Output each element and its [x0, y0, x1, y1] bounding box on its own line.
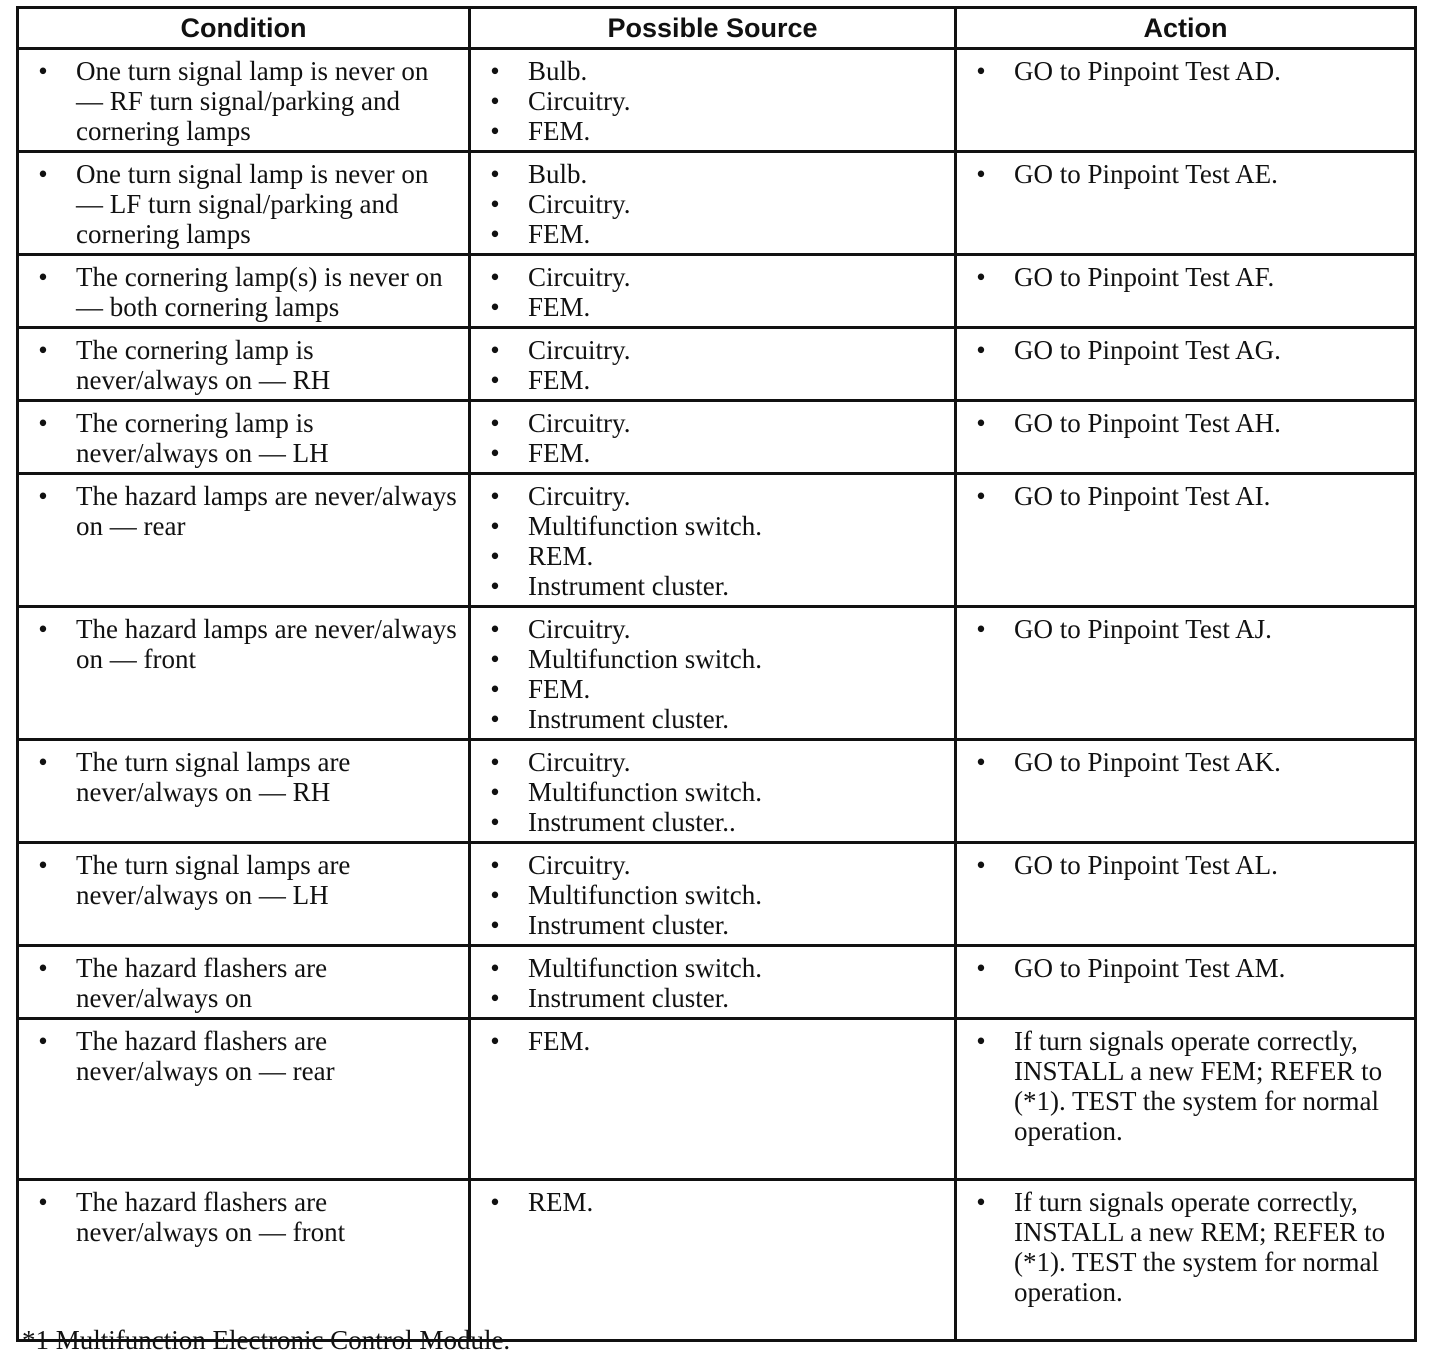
source-cell: [470, 1019, 956, 1180]
source-list-item: [471, 56, 946, 86]
source-list-item: [471, 219, 946, 249]
source-list-item: [471, 850, 946, 880]
source-list: [471, 256, 954, 326]
bullet-icon: •: [490, 438, 500, 468]
source-list-item: [471, 571, 946, 601]
condition-text: The cornering lamp is never/always on — LH: [76, 408, 329, 468]
source-cell: [470, 49, 956, 152]
action-list: [957, 1181, 1414, 1311]
action-list: [957, 402, 1414, 442]
source-list-item: [471, 511, 946, 541]
bullet-icon: •: [490, 674, 500, 704]
table-body: [18, 49, 1416, 1341]
source-text: Multifunction switch.: [528, 511, 762, 541]
bullet-icon: •: [38, 1187, 48, 1217]
table-row: [18, 843, 1416, 946]
condition-text: The hazard lamps are never/always on — front: [76, 614, 457, 674]
action-list-item: [957, 56, 1406, 86]
bullet-icon: •: [976, 408, 986, 438]
source-list-item: [471, 983, 946, 1013]
bullet-icon: •: [38, 747, 48, 777]
action-list: [957, 50, 1414, 90]
action-cell: [956, 1180, 1416, 1341]
source-list-item: [471, 747, 946, 777]
source-list: [471, 1181, 954, 1221]
action-list-item: [957, 1026, 1406, 1146]
source-list: [471, 947, 954, 1017]
condition-list-item: [19, 159, 460, 249]
source-list: [471, 153, 954, 253]
source-text: Multifunction switch.: [528, 644, 762, 674]
source-text: Multifunction switch.: [528, 953, 762, 983]
action-cell: [956, 607, 1416, 740]
bullet-icon: •: [490, 541, 500, 571]
condition-list-item: [19, 335, 460, 395]
condition-list-item: [19, 747, 460, 807]
source-list-item: [471, 408, 946, 438]
action-list-item: [957, 747, 1406, 777]
source-cell: [470, 946, 956, 1019]
condition-list: [19, 475, 468, 545]
header-action: Action: [956, 8, 1416, 49]
table-row: [18, 152, 1416, 255]
source-text: Circuitry.: [528, 408, 631, 438]
action-cell: [956, 401, 1416, 474]
condition-list: [19, 741, 468, 811]
source-cell: [470, 255, 956, 328]
source-cell: [470, 843, 956, 946]
action-cell: [956, 843, 1416, 946]
bullet-icon: •: [490, 159, 500, 189]
source-text: Instrument cluster..: [528, 807, 736, 837]
condition-text: One turn signal lamp is never on — LF turn signal/parking and cornering lamps: [76, 159, 429, 249]
table-row: [18, 255, 1416, 328]
condition-list-item: [19, 953, 460, 1013]
action-cell: [956, 152, 1416, 255]
action-text: GO to Pinpoint Test AJ.: [1014, 614, 1272, 644]
condition-text: The cornering lamp is never/always on — RH: [76, 335, 331, 395]
source-text: Circuitry.: [528, 189, 631, 219]
source-list-item: [471, 614, 946, 644]
action-list: [957, 256, 1414, 296]
bullet-icon: •: [38, 335, 48, 365]
bullet-icon: •: [976, 850, 986, 880]
condition-cell: [18, 328, 470, 401]
bullet-icon: •: [490, 1026, 500, 1056]
condition-list: [19, 153, 468, 253]
source-list-item: [471, 644, 946, 674]
source-text: Bulb.: [528, 159, 588, 189]
action-list: [957, 844, 1414, 884]
condition-list-item: [19, 56, 460, 146]
source-text: Instrument cluster.: [528, 571, 729, 601]
source-text: REM.: [528, 1187, 594, 1217]
source-list-item: [471, 1026, 946, 1056]
source-list-item: [471, 438, 946, 468]
bullet-icon: •: [976, 335, 986, 365]
bullet-icon: •: [490, 1187, 500, 1217]
header-row: [18, 8, 1416, 49]
action-cell: [956, 255, 1416, 328]
condition-text: The hazard flashers are never/always on — front: [76, 1187, 346, 1247]
header-condition: Condition: [18, 8, 470, 49]
action-text: GO to Pinpoint Test AD.: [1014, 56, 1281, 86]
condition-text: The turn signal lamps are never/always on — RH: [76, 747, 351, 807]
condition-list: [19, 1181, 468, 1251]
bullet-icon: •: [976, 614, 986, 644]
bullet-icon: •: [38, 614, 48, 644]
bullet-icon: •: [976, 747, 986, 777]
bullet-icon: •: [490, 644, 500, 674]
source-text: FEM.: [528, 116, 591, 146]
bullet-icon: •: [38, 481, 48, 511]
condition-list: [19, 947, 468, 1017]
bullet-icon: •: [38, 408, 48, 438]
condition-cell: [18, 607, 470, 740]
bullet-icon: •: [976, 262, 986, 292]
action-text: GO to Pinpoint Test AE.: [1014, 159, 1278, 189]
source-list: [471, 402, 954, 472]
condition-list-item: [19, 481, 460, 541]
action-list: [957, 153, 1414, 193]
action-text: GO to Pinpoint Test AG.: [1014, 335, 1281, 365]
source-cell: [470, 1180, 956, 1341]
condition-text: The cornering lamp(s) is never on — both cornering lamps: [76, 262, 443, 322]
condition-cell: [18, 843, 470, 946]
condition-text: The hazard flashers are never/always on — rear: [76, 1026, 335, 1086]
source-list-item: [471, 189, 946, 219]
table-row: [18, 474, 1416, 607]
bullet-icon: •: [38, 159, 48, 189]
source-list-item: [471, 541, 946, 571]
action-list-item: [957, 850, 1406, 880]
bullet-icon: •: [976, 953, 986, 983]
condition-list: [19, 50, 468, 150]
action-cell: [956, 474, 1416, 607]
source-list-item: [471, 481, 946, 511]
bullet-icon: •: [490, 704, 500, 734]
symptom-chart-table: [16, 6, 1417, 1342]
source-list-item: [471, 953, 946, 983]
bullet-icon: •: [490, 189, 500, 219]
bullet-icon: •: [490, 880, 500, 910]
bullet-icon: •: [490, 511, 500, 541]
bullet-icon: •: [490, 86, 500, 116]
source-text: Circuitry.: [528, 614, 631, 644]
action-text: If turn signals operate correctly, INSTALL a new FEM; REFER to (*1). TEST the system for normal operation.: [1014, 1026, 1383, 1146]
source-list-item: [471, 159, 946, 189]
bullet-icon: •: [490, 953, 500, 983]
action-list-item: [957, 408, 1406, 438]
bullet-icon: •: [490, 983, 500, 1013]
condition-list-item: [19, 850, 460, 910]
bullet-icon: •: [490, 807, 500, 837]
action-list-item: [957, 262, 1406, 292]
source-list-item: [471, 365, 946, 395]
condition-cell: [18, 49, 470, 152]
source-list-item: [471, 674, 946, 704]
action-cell: [956, 946, 1416, 1019]
bullet-icon: •: [490, 365, 500, 395]
bullet-icon: •: [976, 481, 986, 511]
condition-text: The hazard lamps are never/always on — rear: [76, 481, 457, 541]
source-text: Circuitry.: [528, 262, 631, 292]
action-text: GO to Pinpoint Test AL.: [1014, 850, 1278, 880]
source-text: FEM.: [528, 1026, 591, 1056]
source-list-item: [471, 910, 946, 940]
source-list: [471, 475, 954, 605]
action-list-item: [957, 953, 1406, 983]
table-row: [18, 1019, 1416, 1180]
source-cell: [470, 607, 956, 740]
table-row: [18, 328, 1416, 401]
bullet-icon: •: [976, 1187, 986, 1217]
bullet-icon: •: [38, 1026, 48, 1056]
source-list: [471, 1020, 954, 1060]
bullet-icon: •: [490, 262, 500, 292]
source-text: Multifunction switch.: [528, 777, 762, 807]
source-list-item: [471, 777, 946, 807]
source-list-item: [471, 335, 946, 365]
condition-list-item: [19, 262, 460, 322]
condition-cell: [18, 1180, 470, 1341]
bullet-icon: •: [976, 159, 986, 189]
action-text: GO to Pinpoint Test AH.: [1014, 408, 1281, 438]
condition-cell: [18, 255, 470, 328]
source-text: REM.: [528, 541, 594, 571]
bullet-icon: •: [490, 571, 500, 601]
action-cell: [956, 1019, 1416, 1180]
action-text: GO to Pinpoint Test AF.: [1014, 262, 1275, 292]
source-text: Circuitry.: [528, 481, 631, 511]
source-text: FEM.: [528, 674, 591, 704]
condition-list: [19, 402, 468, 472]
condition-cell: [18, 152, 470, 255]
condition-list-item: [19, 408, 460, 468]
action-text: GO to Pinpoint Test AI.: [1014, 481, 1271, 511]
bullet-icon: •: [490, 408, 500, 438]
action-cell: [956, 49, 1416, 152]
condition-list-item: [19, 1026, 460, 1086]
condition-list: [19, 329, 468, 399]
table-row: [18, 401, 1416, 474]
source-text: Circuitry.: [528, 86, 631, 116]
source-text: Instrument cluster.: [528, 704, 729, 734]
action-list: [957, 329, 1414, 369]
bullet-icon: •: [976, 56, 986, 86]
source-text: Circuitry.: [528, 850, 631, 880]
condition-list: [19, 1020, 468, 1090]
source-list-item: [471, 807, 946, 837]
source-list-item: [471, 86, 946, 116]
bullet-icon: •: [490, 219, 500, 249]
action-list-item: [957, 481, 1406, 511]
source-cell: [470, 474, 956, 607]
condition-cell: [18, 474, 470, 607]
source-list-item: [471, 292, 946, 322]
footnote: *1 Multifunction Electronic Control Module.: [22, 1325, 511, 1355]
bullet-icon: •: [490, 335, 500, 365]
condition-list: [19, 256, 468, 326]
source-list-item: [471, 262, 946, 292]
source-text: FEM.: [528, 438, 591, 468]
action-list-item: [957, 614, 1406, 644]
bullet-icon: •: [38, 850, 48, 880]
bullet-icon: •: [490, 56, 500, 86]
action-text: If turn signals operate correctly, INSTALL a new REM; REFER to (*1). TEST the system for normal operation.: [1014, 1187, 1386, 1307]
source-text: Instrument cluster.: [528, 983, 729, 1013]
action-list: [957, 947, 1414, 987]
source-cell: [470, 152, 956, 255]
bullet-icon: •: [38, 262, 48, 292]
table-row: [18, 946, 1416, 1019]
action-list-item: [957, 335, 1406, 365]
condition-cell: [18, 946, 470, 1019]
source-cell: [470, 401, 956, 474]
source-list: [471, 608, 954, 738]
table-row: [18, 49, 1416, 152]
source-cell: [470, 328, 956, 401]
condition-cell: [18, 740, 470, 843]
header-possible-source: Possible Source: [470, 8, 956, 49]
bullet-icon: •: [38, 56, 48, 86]
table-row: [18, 740, 1416, 843]
bullet-icon: •: [490, 481, 500, 511]
table-row: [18, 1180, 1416, 1341]
action-list: [957, 608, 1414, 648]
bullet-icon: •: [490, 777, 500, 807]
action-list: [957, 741, 1414, 781]
bullet-icon: •: [490, 910, 500, 940]
condition-cell: [18, 1019, 470, 1180]
source-text: FEM.: [528, 292, 591, 322]
action-list: [957, 475, 1414, 515]
condition-text: One turn signal lamp is never on — RF turn signal/parking and cornering lamps: [76, 56, 429, 146]
condition-list-item: [19, 614, 460, 674]
source-list: [471, 50, 954, 150]
source-list: [471, 741, 954, 841]
action-cell: [956, 328, 1416, 401]
condition-list-item: [19, 1187, 460, 1247]
condition-text: The hazard flashers are never/always on: [76, 953, 328, 1013]
source-list-item: [471, 704, 946, 734]
source-text: Circuitry.: [528, 335, 631, 365]
bullet-icon: •: [490, 614, 500, 644]
action-list-item: [957, 1187, 1406, 1307]
bullet-icon: •: [976, 1026, 986, 1056]
source-cell: [470, 740, 956, 843]
source-text: Instrument cluster.: [528, 910, 729, 940]
action-list: [957, 1020, 1414, 1150]
source-list-item: [471, 116, 946, 146]
source-text: FEM.: [528, 219, 591, 249]
bullet-icon: •: [490, 850, 500, 880]
condition-text: The turn signal lamps are never/always on — LH: [76, 850, 351, 910]
action-text: GO to Pinpoint Test AK.: [1014, 747, 1281, 777]
action-list-item: [957, 159, 1406, 189]
source-list: [471, 844, 954, 944]
source-list-item: [471, 1187, 946, 1217]
condition-cell: [18, 401, 470, 474]
bullet-icon: •: [490, 292, 500, 322]
source-text: Circuitry.: [528, 747, 631, 777]
bullet-icon: •: [490, 747, 500, 777]
action-cell: [956, 740, 1416, 843]
source-text: FEM.: [528, 365, 591, 395]
table-row: [18, 607, 1416, 740]
bullet-icon: •: [490, 116, 500, 146]
source-text: Multifunction switch.: [528, 880, 762, 910]
bullet-icon: •: [38, 953, 48, 983]
action-text: GO to Pinpoint Test AM.: [1014, 953, 1286, 983]
source-text: Bulb.: [528, 56, 588, 86]
source-list: [471, 329, 954, 399]
condition-list: [19, 608, 468, 678]
condition-list: [19, 844, 468, 914]
source-list-item: [471, 880, 946, 910]
